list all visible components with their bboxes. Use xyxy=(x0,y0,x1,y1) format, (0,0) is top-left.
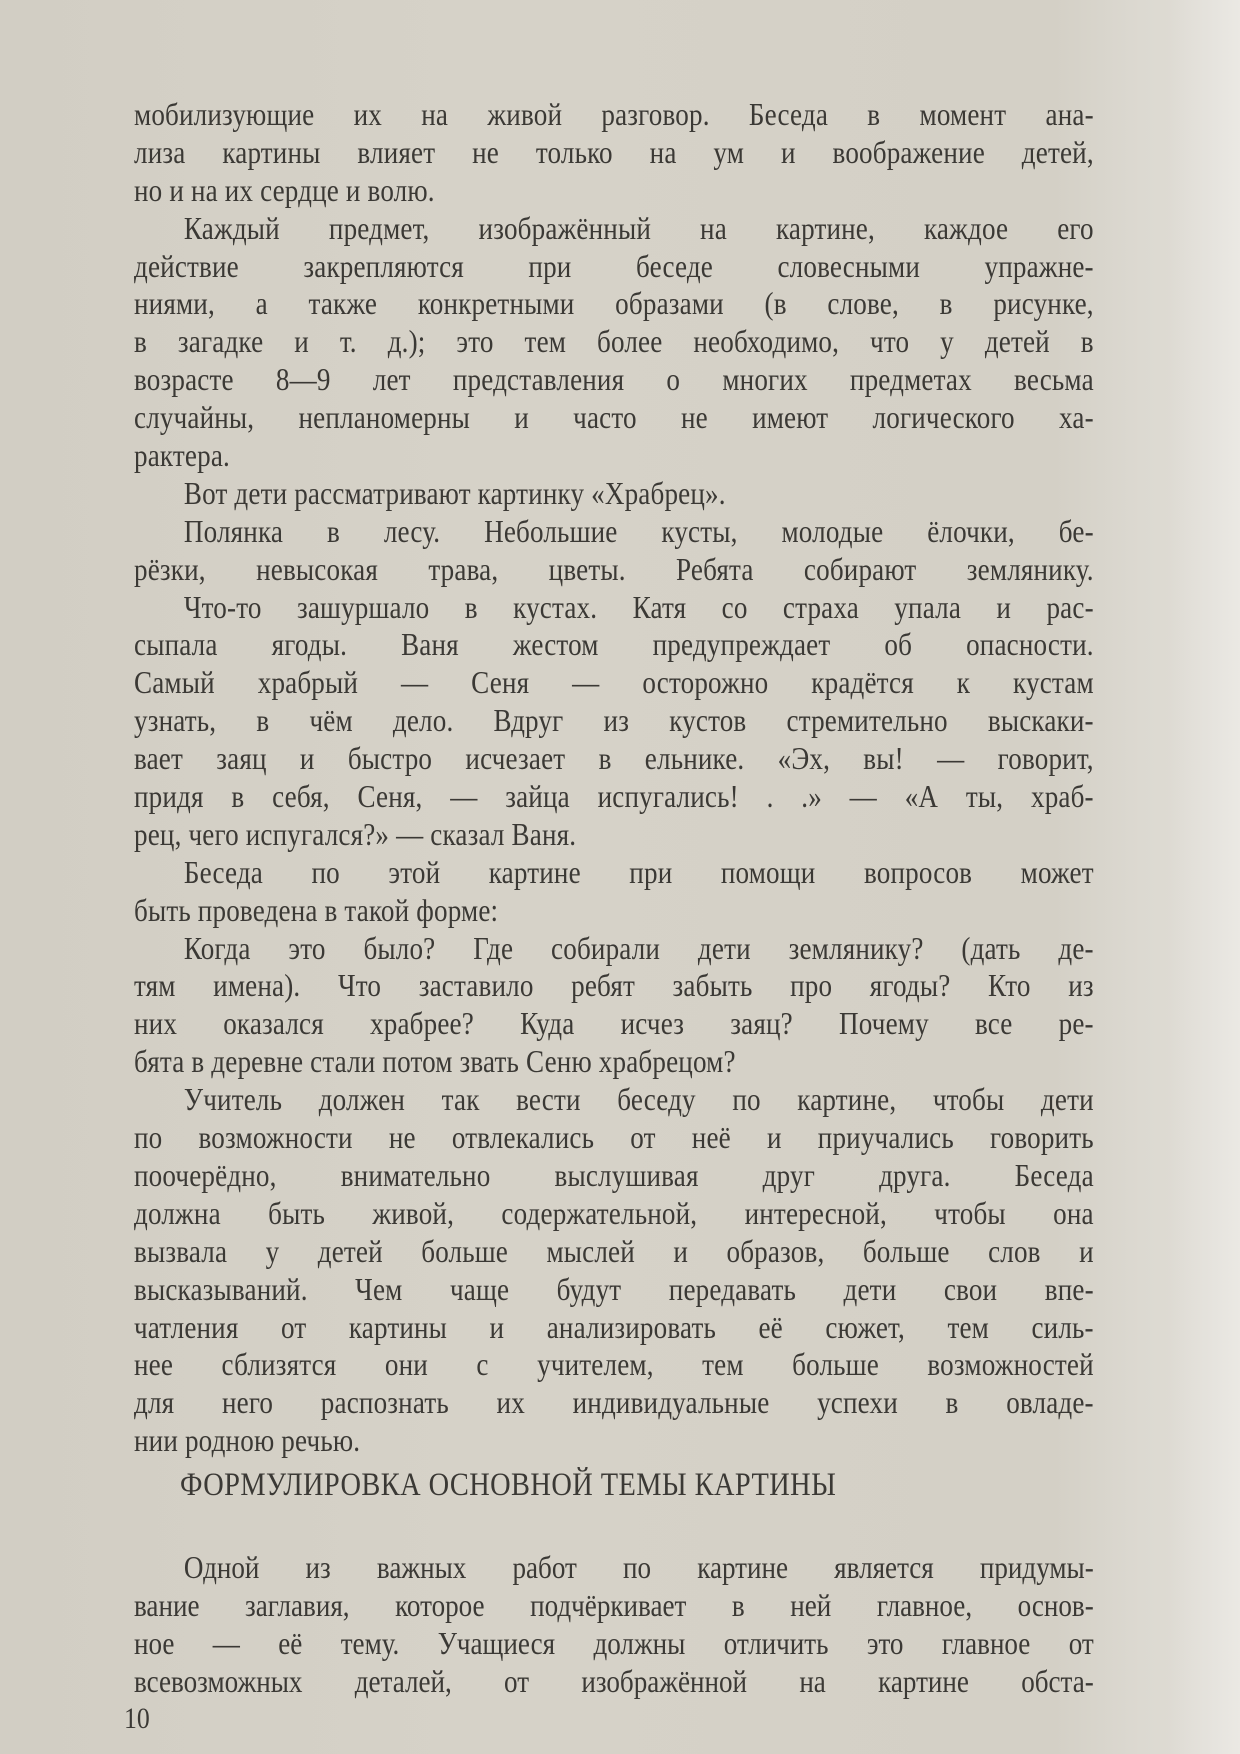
text-line: поочерёдно, внимательно выслушивая друг друга. Беседа xyxy=(134,1157,1094,1193)
text-line: Учитель должен так вести беседу по картине, чтобы дети xyxy=(183,1082,1094,1118)
text-line: рёзки, невысокая трава, цветы. Ребята собирают землянику. xyxy=(134,551,1094,587)
text-line: узнать, в чём дело. Вдруг из кустов стремительно выскаки- xyxy=(134,703,1094,739)
text-line: них оказался храбрее? Куда исчез заяц? Почему все ре- xyxy=(134,1006,1094,1042)
page-edge-shading xyxy=(1170,0,1240,1754)
text-line: мобилизующие их на живой разговор. Беседа в момент ана- xyxy=(134,97,1094,132)
text-line: Когда это было? Где собирали дети землянику? (дать де- xyxy=(183,930,1094,966)
text-line: нее сблизятся они с учителем, тем больше возможностей xyxy=(134,1347,1094,1383)
text-line: Самый храбрый — Сеня — осторожно крадётся к кустам xyxy=(134,665,1094,701)
text-line: случайны, непланомерны и часто не имеют логического ха- xyxy=(134,400,1094,436)
text-line: Одной из важных работ по картине является придумы- xyxy=(183,1550,1094,1585)
text-line: сыпала ягоды. Ваня жестом предупреждает об опасности. xyxy=(134,627,1094,663)
text-line: в загадке и т. д.); это тем более необходимо, что у детей в xyxy=(134,324,1094,360)
text-line: вает заяц и быстро исчезает в ельнике. «Эх, вы! — говорит, xyxy=(134,741,1094,777)
text-line: Каждый предмет, изображённый на картине, каждое его xyxy=(183,210,1094,246)
text-line: Что-то зашуршало в кустах. Катя со страха упала и рас- xyxy=(183,589,1094,625)
page-number: 10 xyxy=(124,1702,150,1735)
text-line: всевозможных деталей, от изображённой на картине обста- xyxy=(134,1663,1094,1699)
text-line: по возможности не отвлекались от неё и приучались говорить xyxy=(134,1120,1094,1156)
text-line: вызвала у детей больше мыслей и образов, больше слов и xyxy=(134,1233,1094,1269)
text-line: Беседа по этой картине при помощи вопросов может xyxy=(183,854,1094,890)
text-line: рец, чего испугался?» — сказал Ваня. xyxy=(134,816,577,852)
text-line: Вот дети рассматривают картинку «Храбрец». xyxy=(183,475,726,511)
text-line: для него распознать их индивидуальные успехи в овладе- xyxy=(134,1385,1094,1421)
text-line: но и на их сердце и волю. xyxy=(134,172,435,208)
text-line: рактера. xyxy=(134,438,230,474)
text-line: должна быть живой, содержательной, интересной, чтобы она xyxy=(134,1195,1094,1231)
text-line: высказываний. Чем чаще будут передавать дети свои впе- xyxy=(134,1271,1094,1307)
text-line: ниями, а также конкретными образами (в слове, в рисунке, xyxy=(134,286,1094,322)
text-line: бята в деревне стали потом звать Сеню храбрецом? xyxy=(134,1044,736,1080)
text-line: ное — её тему. Учащиеся должны отличить это главное от xyxy=(134,1625,1094,1661)
body-text-section-2 xyxy=(134,1549,1094,1701)
text-line: быть проведена в такой форме: xyxy=(134,892,499,928)
text-line: тям имена). Что заставило ребят забыть про ягоды? Кто из xyxy=(134,968,1094,1004)
text-line: придя в себя, Сеня, — зайца испугались! . .» — «А ты, храб- xyxy=(134,779,1094,815)
body-text-section-1 xyxy=(134,96,1094,1460)
text-line: действие закрепляются при беседе словесными упражне- xyxy=(134,248,1094,284)
text-line: возрасте 8—9 лет представления о многих предметах весьма xyxy=(134,362,1094,398)
text-line: лиза картины влияет не только на ум и воображение детей, xyxy=(134,134,1094,170)
text-line: вание заглавия, которое подчёркивает в ней главное, основ- xyxy=(134,1587,1094,1623)
text-line: Полянка в лесу. Небольшие кусты, молодые ёлочки, бе- xyxy=(183,513,1094,549)
text-line: нии родною речью. xyxy=(134,1423,361,1459)
text-line: чатления от картины и анализировать её сюжет, тем силь- xyxy=(134,1309,1094,1345)
section-heading: ФОРМУЛИРОВКА ОСНОВНОЙ ТЕМЫ КАРТИНЫ xyxy=(180,1467,837,1503)
